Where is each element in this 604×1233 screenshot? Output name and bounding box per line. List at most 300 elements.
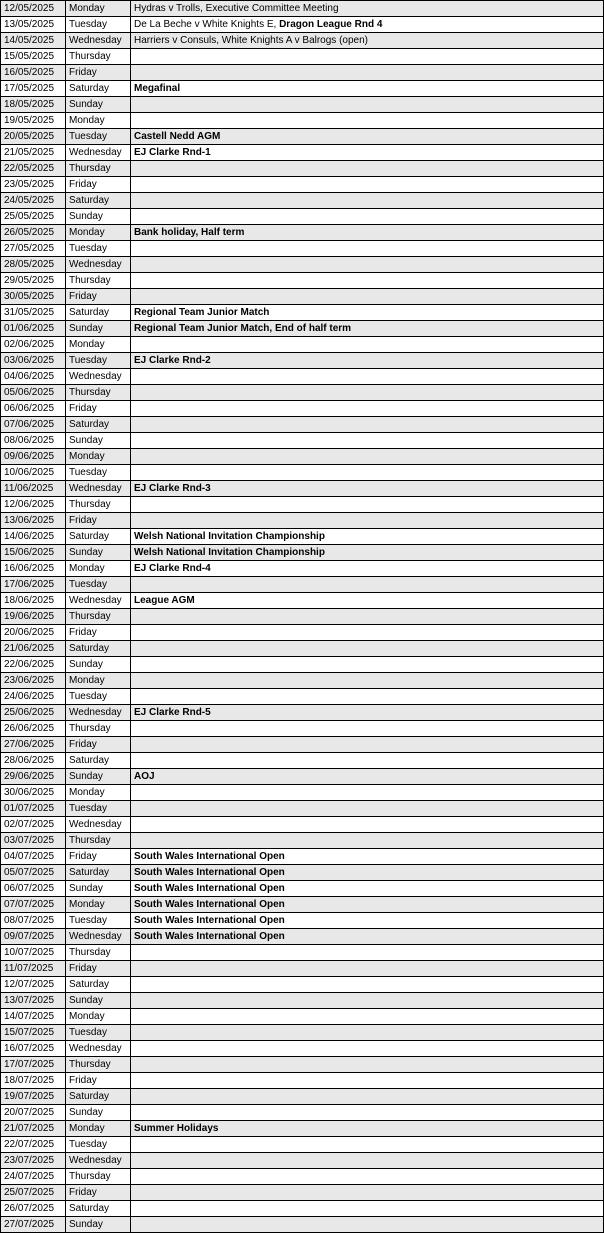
calendar-row: [1, 145, 604, 161]
event-cell[interactable]: [131, 929, 604, 945]
date-cell[interactable]: 05/07/2025: [1, 865, 66, 881]
calendar-row: [1, 1137, 604, 1153]
day-cell[interactable]: Thursday: [66, 1057, 131, 1073]
calendar-row: [1, 129, 604, 145]
event-cell[interactable]: [131, 1153, 604, 1169]
calendar-row: [1, 305, 604, 321]
event-cell[interactable]: [131, 689, 604, 705]
day-cell[interactable]: Wednesday: [66, 929, 131, 945]
event-text: EJ Clarke Rnd-2: [134, 355, 211, 366]
day-cell[interactable]: Tuesday: [66, 1025, 131, 1041]
date-cell[interactable]: 23/05/2025: [1, 177, 66, 193]
event-cell[interactable]: [131, 529, 604, 545]
date-cell[interactable]: 24/05/2025: [1, 193, 66, 209]
event-cell[interactable]: [131, 1089, 604, 1105]
date-cell[interactable]: 18/07/2025: [1, 1073, 66, 1089]
day-cell[interactable]: Sunday: [66, 209, 131, 225]
date-cell[interactable]: 17/07/2025: [1, 1057, 66, 1073]
date-cell[interactable]: 17/06/2025: [1, 577, 66, 593]
day-cell[interactable]: Thursday: [66, 273, 131, 289]
calendar-row: [1, 721, 604, 737]
calendar-row: [1, 625, 604, 641]
calendar-row: [1, 497, 604, 513]
day-cell[interactable]: Sunday: [66, 97, 131, 113]
day-cell[interactable]: Sunday: [66, 1217, 131, 1233]
event-cell[interactable]: [131, 673, 604, 689]
calendar-row: [1, 593, 604, 609]
event-cell[interactable]: [131, 417, 604, 433]
date-cell[interactable]: 25/05/2025: [1, 209, 66, 225]
event-cell[interactable]: [131, 833, 604, 849]
day-cell[interactable]: Wednesday: [66, 33, 131, 49]
day-cell[interactable]: Monday: [66, 449, 131, 465]
date-cell[interactable]: 22/06/2025: [1, 657, 66, 673]
date-cell[interactable]: 23/07/2025: [1, 1153, 66, 1169]
date-cell[interactable]: 06/07/2025: [1, 881, 66, 897]
event-cell[interactable]: [131, 561, 604, 577]
event-cell[interactable]: [131, 1105, 604, 1121]
event-cell[interactable]: [131, 97, 604, 113]
date-cell[interactable]: 23/06/2025: [1, 673, 66, 689]
day-cell[interactable]: Wednesday: [66, 1041, 131, 1057]
calendar-row: [1, 65, 604, 81]
event-cell[interactable]: [131, 641, 604, 657]
day-cell[interactable]: Wednesday: [66, 705, 131, 721]
day-cell[interactable]: Saturday: [66, 865, 131, 881]
event-cell[interactable]: [131, 897, 604, 913]
date-cell[interactable]: 14/06/2025: [1, 529, 66, 545]
event-cell[interactable]: [131, 625, 604, 641]
event-cell[interactable]: [131, 113, 604, 129]
calendar-row: [1, 161, 604, 177]
event-text: South Wales International Open: [134, 899, 285, 910]
day-cell[interactable]: Tuesday: [66, 17, 131, 33]
day-cell[interactable]: Sunday: [66, 993, 131, 1009]
day-cell[interactable]: Tuesday: [66, 913, 131, 929]
calendar-row: [1, 465, 604, 481]
date-cell[interactable]: 24/06/2025: [1, 689, 66, 705]
date-cell[interactable]: 04/07/2025: [1, 849, 66, 865]
event-cell[interactable]: [131, 273, 604, 289]
calendar-row: [1, 49, 604, 65]
date-cell[interactable]: 25/06/2025: [1, 705, 66, 721]
event-cell[interactable]: [131, 721, 604, 737]
event-cell[interactable]: [131, 769, 604, 785]
date-cell[interactable]: 25/07/2025: [1, 1185, 66, 1201]
event-text: Dragon League Rnd 4: [279, 19, 383, 30]
event-cell[interactable]: [131, 609, 604, 625]
date-cell[interactable]: 03/06/2025: [1, 353, 66, 369]
day-cell[interactable]: Friday: [66, 177, 131, 193]
date-cell[interactable]: 07/07/2025: [1, 897, 66, 913]
date-cell[interactable]: 21/05/2025: [1, 145, 66, 161]
calendar-row: [1, 1217, 604, 1233]
date-cell[interactable]: 21/06/2025: [1, 641, 66, 657]
day-cell[interactable]: Wednesday: [66, 257, 131, 273]
event-cell[interactable]: [131, 209, 604, 225]
event-text: AOJ: [134, 771, 155, 782]
day-cell[interactable]: Thursday: [66, 497, 131, 513]
day-cell[interactable]: Friday: [66, 513, 131, 529]
day-cell[interactable]: Thursday: [66, 1169, 131, 1185]
calendar-row: [1, 17, 604, 33]
event-text: Welsh National Invitation Championship: [134, 547, 325, 558]
event-cell[interactable]: [131, 497, 604, 513]
event-cell[interactable]: [131, 81, 604, 97]
event-text: South Wales International Open: [134, 931, 285, 942]
day-cell[interactable]: Sunday: [66, 1105, 131, 1121]
event-cell[interactable]: [131, 177, 604, 193]
event-cell[interactable]: [131, 993, 604, 1009]
event-cell[interactable]: [131, 913, 604, 929]
calendar-row: [1, 1089, 604, 1105]
date-cell[interactable]: 24/07/2025: [1, 1169, 66, 1185]
event-cell[interactable]: [131, 449, 604, 465]
day-cell[interactable]: Monday: [66, 1121, 131, 1137]
event-cell[interactable]: [131, 1121, 604, 1137]
date-cell[interactable]: 08/07/2025: [1, 913, 66, 929]
event-cell[interactable]: [131, 785, 604, 801]
calendar-row: [1, 337, 604, 353]
calendar-row: [1, 353, 604, 369]
day-cell[interactable]: Saturday: [66, 753, 131, 769]
date-cell[interactable]: 02/07/2025: [1, 817, 66, 833]
day-cell[interactable]: Friday: [66, 961, 131, 977]
day-cell[interactable]: Monday: [66, 1, 131, 17]
date-cell[interactable]: 12/06/2025: [1, 497, 66, 513]
day-cell[interactable]: Wednesday: [66, 1153, 131, 1169]
calendar-row: [1, 193, 604, 209]
event-cell[interactable]: [131, 513, 604, 529]
date-cell[interactable]: 11/06/2025: [1, 481, 66, 497]
calendar-row: [1, 641, 604, 657]
event-cell[interactable]: [131, 465, 604, 481]
calendar-row: [1, 481, 604, 497]
calendar-row: [1, 529, 604, 545]
event-cell[interactable]: [131, 1217, 604, 1233]
date-cell[interactable]: 27/05/2025: [1, 241, 66, 257]
calendar-row: [1, 225, 604, 241]
date-cell[interactable]: 13/05/2025: [1, 17, 66, 33]
event-text: Regional Team Junior Match, End of half term: [134, 323, 352, 334]
day-cell[interactable]: Saturday: [66, 417, 131, 433]
date-cell[interactable]: 04/06/2025: [1, 369, 66, 385]
date-cell[interactable]: 14/05/2025: [1, 33, 66, 49]
day-cell[interactable]: Monday: [66, 673, 131, 689]
event-cell[interactable]: [131, 945, 604, 961]
day-cell[interactable]: Tuesday: [66, 129, 131, 145]
event-cell[interactable]: [131, 385, 604, 401]
date-cell[interactable]: 12/05/2025: [1, 1, 66, 17]
calendar-row: [1, 241, 604, 257]
day-cell[interactable]: Sunday: [66, 545, 131, 561]
calendar-row: [1, 1105, 604, 1121]
event-cell[interactable]: [131, 1025, 604, 1041]
day-cell[interactable]: Saturday: [66, 1089, 131, 1105]
date-cell[interactable]: 18/05/2025: [1, 97, 66, 113]
date-cell[interactable]: 21/07/2025: [1, 1121, 66, 1137]
day-cell[interactable]: Monday: [66, 897, 131, 913]
event-cell[interactable]: [131, 705, 604, 721]
date-cell[interactable]: 22/05/2025: [1, 161, 66, 177]
day-cell[interactable]: Sunday: [66, 657, 131, 673]
calendar-row: [1, 833, 604, 849]
date-cell[interactable]: 26/06/2025: [1, 721, 66, 737]
calendar-row: [1, 577, 604, 593]
event-cell[interactable]: [131, 961, 604, 977]
date-cell[interactable]: 19/06/2025: [1, 609, 66, 625]
date-cell[interactable]: 06/06/2025: [1, 401, 66, 417]
date-cell[interactable]: 29/06/2025: [1, 769, 66, 785]
day-cell[interactable]: Wednesday: [66, 817, 131, 833]
day-cell[interactable]: Saturday: [66, 641, 131, 657]
event-text: EJ Clarke Rnd-1: [134, 147, 211, 158]
event-cell[interactable]: [131, 257, 604, 273]
day-cell[interactable]: Tuesday: [66, 689, 131, 705]
day-cell[interactable]: Thursday: [66, 385, 131, 401]
day-cell[interactable]: Friday: [66, 289, 131, 305]
date-cell[interactable]: 15/05/2025: [1, 49, 66, 65]
calendar-row: [1, 865, 604, 881]
calendar-row: [1, 753, 604, 769]
calendar-row: [1, 673, 604, 689]
day-cell[interactable]: Monday: [66, 113, 131, 129]
event-cell[interactable]: [131, 657, 604, 673]
event-cell[interactable]: [131, 481, 604, 497]
date-cell[interactable]: 10/07/2025: [1, 945, 66, 961]
event-cell[interactable]: [131, 1169, 604, 1185]
event-cell[interactable]: [131, 1201, 604, 1217]
event-cell[interactable]: [131, 193, 604, 209]
calendar-row: [1, 385, 604, 401]
day-cell[interactable]: Friday: [66, 65, 131, 81]
date-cell[interactable]: 05/06/2025: [1, 385, 66, 401]
date-cell[interactable]: 27/06/2025: [1, 737, 66, 753]
event-cell[interactable]: [131, 225, 604, 241]
event-text: League AGM: [134, 595, 195, 606]
day-cell[interactable]: Tuesday: [66, 577, 131, 593]
event-text: Megafinal: [134, 83, 181, 94]
date-cell[interactable]: 09/06/2025: [1, 449, 66, 465]
event-cell[interactable]: [131, 433, 604, 449]
event-cell[interactable]: [131, 545, 604, 561]
event-cell[interactable]: [131, 737, 604, 753]
calendar-row: [1, 609, 604, 625]
date-cell[interactable]: 01/06/2025: [1, 321, 66, 337]
calendar-row: [1, 1, 604, 17]
event-cell[interactable]: [131, 1057, 604, 1073]
calendar-row: [1, 689, 604, 705]
event-cell[interactable]: [131, 753, 604, 769]
date-cell[interactable]: 31/05/2025: [1, 305, 66, 321]
calendar-row: [1, 817, 604, 833]
day-cell[interactable]: Friday: [66, 625, 131, 641]
event-cell[interactable]: [131, 145, 604, 161]
calendar-row: [1, 433, 604, 449]
day-cell[interactable]: Tuesday: [66, 801, 131, 817]
calendar-row: [1, 449, 604, 465]
calendar-row: [1, 1153, 604, 1169]
day-cell[interactable]: Thursday: [66, 161, 131, 177]
date-cell[interactable]: 30/06/2025: [1, 785, 66, 801]
calendar-row: [1, 401, 604, 417]
day-cell[interactable]: Thursday: [66, 609, 131, 625]
date-cell[interactable]: 15/06/2025: [1, 545, 66, 561]
calendar-row: [1, 321, 604, 337]
event-text: Welsh National Invitation Championship: [134, 531, 325, 542]
day-cell[interactable]: Friday: [66, 737, 131, 753]
day-cell[interactable]: Friday: [66, 1073, 131, 1089]
date-cell[interactable]: 12/07/2025: [1, 977, 66, 993]
event-cell[interactable]: [131, 337, 604, 353]
date-cell[interactable]: 09/07/2025: [1, 929, 66, 945]
calendar-row: [1, 785, 604, 801]
date-cell[interactable]: 16/06/2025: [1, 561, 66, 577]
calendar-row: [1, 273, 604, 289]
day-cell[interactable]: Tuesday: [66, 465, 131, 481]
event-cell[interactable]: [131, 49, 604, 65]
event-cell[interactable]: [131, 801, 604, 817]
day-cell[interactable]: Friday: [66, 1185, 131, 1201]
event-cell[interactable]: [131, 1009, 604, 1025]
event-cell[interactable]: [131, 593, 604, 609]
day-cell[interactable]: Monday: [66, 225, 131, 241]
date-cell[interactable]: 19/05/2025: [1, 113, 66, 129]
day-cell[interactable]: Saturday: [66, 193, 131, 209]
date-cell[interactable]: 30/05/2025: [1, 289, 66, 305]
date-cell[interactable]: 29/05/2025: [1, 273, 66, 289]
day-cell[interactable]: Thursday: [66, 49, 131, 65]
day-cell[interactable]: Sunday: [66, 881, 131, 897]
calendar-row: [1, 289, 604, 305]
event-cell[interactable]: [131, 369, 604, 385]
day-cell[interactable]: Tuesday: [66, 353, 131, 369]
date-cell[interactable]: 02/06/2025: [1, 337, 66, 353]
date-cell[interactable]: 17/05/2025: [1, 81, 66, 97]
calendar-row: [1, 945, 604, 961]
day-cell[interactable]: Monday: [66, 785, 131, 801]
date-cell[interactable]: 11/07/2025: [1, 961, 66, 977]
date-cell[interactable]: 20/06/2025: [1, 625, 66, 641]
event-cell[interactable]: [131, 1073, 604, 1089]
day-cell[interactable]: Wednesday: [66, 481, 131, 497]
day-cell[interactable]: Thursday: [66, 945, 131, 961]
day-cell[interactable]: Sunday: [66, 769, 131, 785]
event-cell[interactable]: [131, 129, 604, 145]
calendar-row: [1, 801, 604, 817]
calendar-row: [1, 81, 604, 97]
day-cell[interactable]: Saturday: [66, 81, 131, 97]
day-cell[interactable]: Wednesday: [66, 145, 131, 161]
event-cell[interactable]: [131, 17, 604, 33]
day-cell[interactable]: Sunday: [66, 433, 131, 449]
event-text: EJ Clarke Rnd-5: [134, 707, 211, 718]
calendar-row: [1, 97, 604, 113]
event-cell[interactable]: [131, 577, 604, 593]
date-cell[interactable]: 07/06/2025: [1, 417, 66, 433]
day-cell[interactable]: Thursday: [66, 833, 131, 849]
day-cell[interactable]: Wednesday: [66, 369, 131, 385]
date-cell[interactable]: 16/07/2025: [1, 1041, 66, 1057]
event-text: South Wales International Open: [134, 867, 285, 878]
event-cell[interactable]: [131, 1137, 604, 1153]
event-cell[interactable]: [131, 1041, 604, 1057]
event-cell[interactable]: [131, 401, 604, 417]
calendar-row: [1, 705, 604, 721]
calendar-row: [1, 737, 604, 753]
date-cell[interactable]: 27/07/2025: [1, 1217, 66, 1233]
date-cell[interactable]: 18/06/2025: [1, 593, 66, 609]
event-cell[interactable]: [131, 161, 604, 177]
day-cell[interactable]: Saturday: [66, 1201, 131, 1217]
date-cell[interactable]: 13/06/2025: [1, 513, 66, 529]
calendar-row: [1, 1009, 604, 1025]
day-cell[interactable]: Monday: [66, 337, 131, 353]
calendar-row: [1, 417, 604, 433]
date-cell[interactable]: 15/07/2025: [1, 1025, 66, 1041]
event-cell[interactable]: [131, 977, 604, 993]
date-cell[interactable]: 10/06/2025: [1, 465, 66, 481]
day-cell[interactable]: Saturday: [66, 977, 131, 993]
day-cell[interactable]: Saturday: [66, 529, 131, 545]
event-cell[interactable]: [131, 353, 604, 369]
date-cell[interactable]: 28/05/2025: [1, 257, 66, 273]
event-cell[interactable]: [131, 289, 604, 305]
calendar-row: [1, 993, 604, 1009]
day-cell[interactable]: Tuesday: [66, 1137, 131, 1153]
event-cell[interactable]: [131, 65, 604, 81]
day-cell[interactable]: Wednesday: [66, 593, 131, 609]
date-cell[interactable]: 26/07/2025: [1, 1201, 66, 1217]
date-cell[interactable]: 19/07/2025: [1, 1089, 66, 1105]
event-cell[interactable]: [131, 849, 604, 865]
date-cell[interactable]: 28/06/2025: [1, 753, 66, 769]
day-cell[interactable]: Friday: [66, 849, 131, 865]
event-cell[interactable]: [131, 1185, 604, 1201]
date-cell[interactable]: 20/05/2025: [1, 129, 66, 145]
event-text: Summer Holidays: [134, 1123, 219, 1134]
date-cell[interactable]: 08/06/2025: [1, 433, 66, 449]
event-cell[interactable]: [131, 305, 604, 321]
day-cell[interactable]: Sunday: [66, 321, 131, 337]
event-cell[interactable]: [131, 817, 604, 833]
event-cell[interactable]: [131, 881, 604, 897]
day-cell[interactable]: Saturday: [66, 305, 131, 321]
day-cell[interactable]: Thursday: [66, 721, 131, 737]
event-text: EJ Clarke Rnd-3: [134, 483, 211, 494]
date-cell[interactable]: 13/07/2025: [1, 993, 66, 1009]
day-cell[interactable]: Monday: [66, 561, 131, 577]
day-cell[interactable]: Monday: [66, 1009, 131, 1025]
date-cell[interactable]: 03/07/2025: [1, 833, 66, 849]
event-cell[interactable]: [131, 33, 604, 49]
calendar-row: [1, 1185, 604, 1201]
date-cell[interactable]: 14/07/2025: [1, 1009, 66, 1025]
date-cell[interactable]: 01/07/2025: [1, 801, 66, 817]
calendar-row: [1, 513, 604, 529]
event-cell[interactable]: [131, 241, 604, 257]
date-cell[interactable]: 16/05/2025: [1, 65, 66, 81]
day-cell[interactable]: Friday: [66, 401, 131, 417]
date-cell[interactable]: 20/07/2025: [1, 1105, 66, 1121]
event-cell[interactable]: [131, 1, 604, 17]
date-cell[interactable]: 22/07/2025: [1, 1137, 66, 1153]
event-cell[interactable]: [131, 321, 604, 337]
day-cell[interactable]: Tuesday: [66, 241, 131, 257]
date-cell[interactable]: 26/05/2025: [1, 225, 66, 241]
event-cell[interactable]: [131, 865, 604, 881]
calendar-row: [1, 897, 604, 913]
